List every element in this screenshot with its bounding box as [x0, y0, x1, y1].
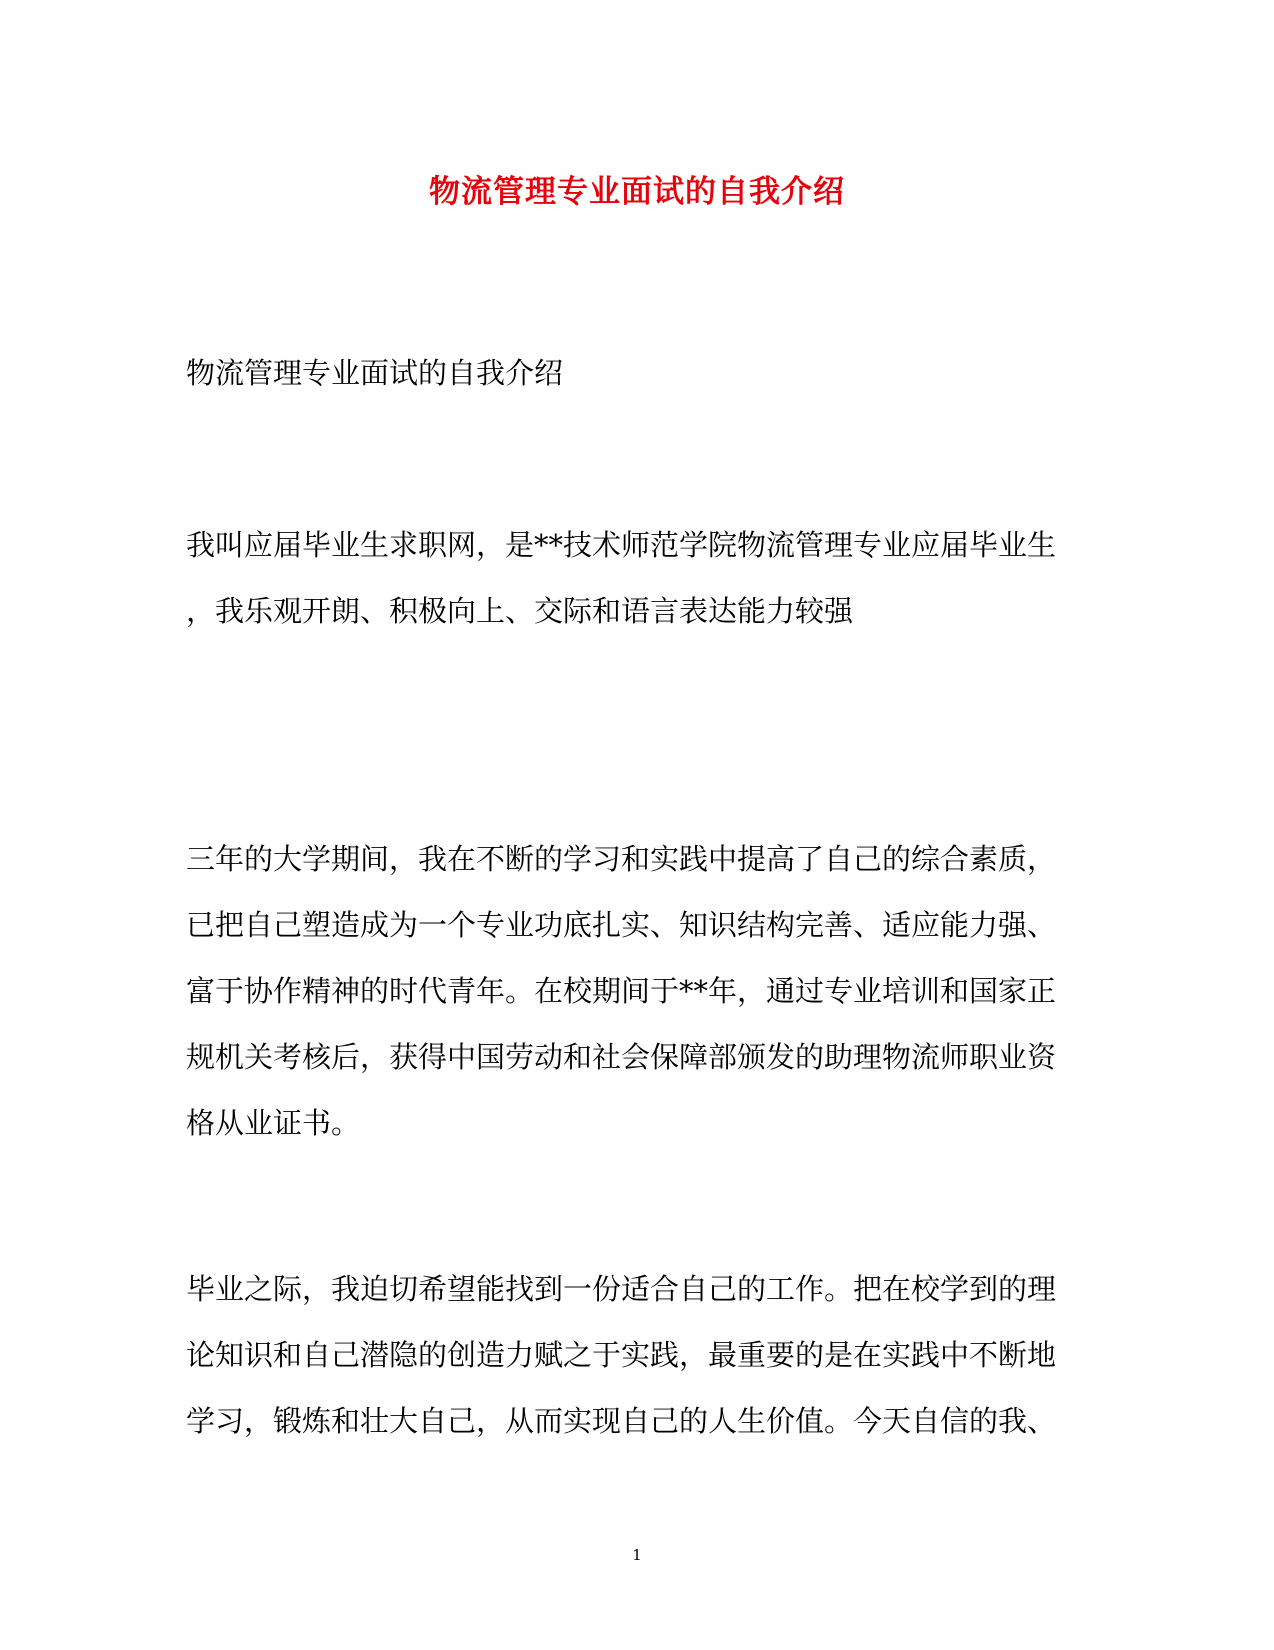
- paragraph-introduction: [186, 512, 1066, 644]
- paragraph-line: 三年的大学期间，我在不断的学习和实践中提高了自己的综合素质，: [186, 842, 1057, 876]
- page-number: 1: [632, 1546, 642, 1564]
- paragraph-line: 学习，锻炼和壮大自己，从而实现自己的人生价值。今天自信的我、: [186, 1404, 1057, 1438]
- paragraph-university: [186, 826, 1066, 1156]
- subheading-text: 物流管理专业面试的自我介绍: [186, 356, 564, 390]
- document-title: 物流管理专业面试的自我介绍: [429, 174, 845, 210]
- paragraph-line: ，我乐观开朗、积极向上、交际和语言表达能力较强: [186, 594, 854, 628]
- paragraph-line: 已把自己塑造成为一个专业功底扎实、知识结构完善、适应能力强、: [186, 908, 1057, 942]
- paragraph-line: 格从业证书。: [186, 1106, 361, 1140]
- subheading: [186, 340, 1066, 406]
- paragraph-line: 规机关考核后，获得中国劳动和社会保障部颁发的助理物流师职业资: [186, 1040, 1057, 1074]
- paragraph-line: 毕业之际，我迫切希望能找到一份适合自己的工作。把在校学到的理: [186, 1272, 1057, 1306]
- paragraph-line: 论知识和自己潜隐的创造力赋之于实践，最重要的是在实践中不断地: [186, 1338, 1057, 1372]
- paragraph-line: 我叫应届毕业生求职网，是**技术师范学院物流管理专业应届毕业生: [186, 528, 1057, 562]
- paragraph-line: 富于协作精神的时代青年。在校期间于**年，通过专业培训和国家正: [186, 974, 1057, 1008]
- paragraph-graduation: [186, 1256, 1066, 1454]
